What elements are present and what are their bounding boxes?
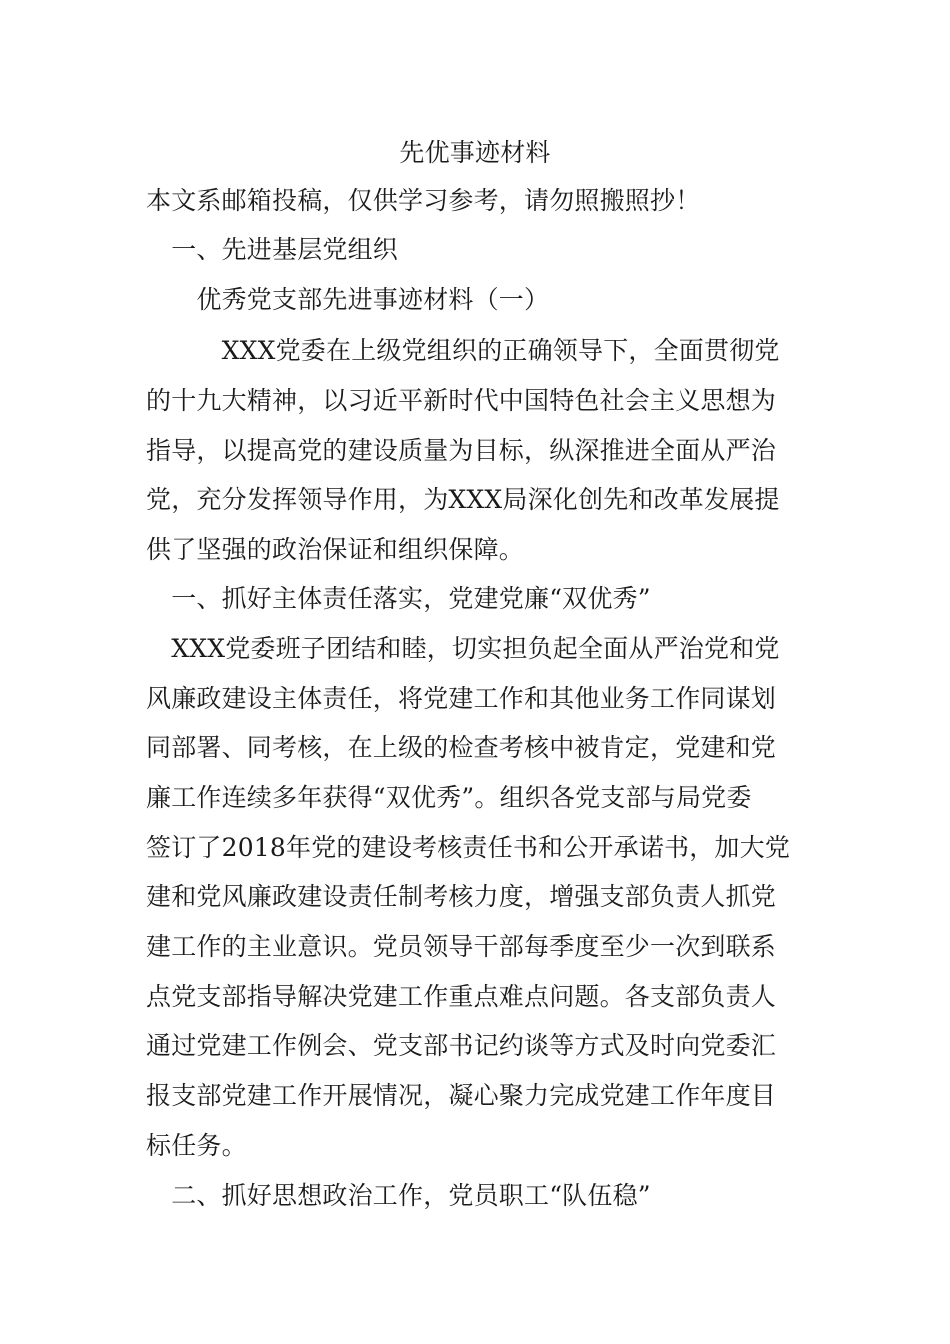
paragraph-line: XXX党委班子团结和睦，切实担负起全面从严治党和党: [146, 634, 780, 663]
paragraph-line: 的十九大精神，以习近平新时代中国特色社会主义思想为: [146, 386, 777, 415]
paragraph-line: 点党支部指导解决党建工作重点难点问题。各支部负责人: [146, 982, 777, 1011]
paragraph-line: 党，充分发挥领导作用，为XXX局深化创先和改革发展提: [146, 485, 780, 514]
paragraph-line: 标任务。: [146, 1131, 247, 1160]
paragraph-line: 报支部党建工作开展情况，凝心聚力完成党建工作年度目: [146, 1081, 777, 1110]
paragraph-line: 风廉政建设主体责任，将党建工作和其他业务工作同谋划: [146, 684, 777, 713]
paragraph-line: 建工作的主业意识。党员领导干部每季度至少一次到联系: [146, 932, 777, 961]
point-heading: 二、抓好思想政治工作，党员职工“队伍稳”: [146, 1181, 651, 1210]
paragraph-line: 通过党建工作例会、党支部书记约谈等方式及时向党委汇: [146, 1031, 777, 1060]
paragraph-line: 签订了2018年党的建设考核责任书和公开承诺书，加大党: [146, 833, 791, 862]
document-title: 先优事迹材料: [399, 138, 551, 167]
subsection-heading: 优秀党支部先进事迹材料（一）: [146, 285, 550, 314]
disclaimer-line: 本文系邮箱投稿，仅供学习参考，请勿照搬照抄！: [146, 186, 701, 215]
section-heading: 一、先进基层党组织: [146, 235, 399, 264]
paragraph-line: 同部署、同考核，在上级的检查考核中被肯定，党建和党: [146, 733, 777, 762]
paragraph-line: 廉工作连续多年获得“双优秀”。组织各党支部与局党委: [146, 783, 752, 812]
paragraph-line: 建和党风廉政建设责任制考核力度，增强支部负责人抓党: [146, 882, 777, 911]
paragraph-line: 供了坚强的政治保证和组织保障。: [146, 535, 525, 564]
point-heading: 一、抓好主体责任落实，党建党廉“双优秀”: [146, 584, 651, 613]
paragraph-line: XXX党委在上级党组织的正确领导下，全面贯彻党: [146, 336, 780, 365]
paragraph-line: 指导，以提高党的建设质量为目标，纵深推进全面从严治: [146, 436, 777, 465]
